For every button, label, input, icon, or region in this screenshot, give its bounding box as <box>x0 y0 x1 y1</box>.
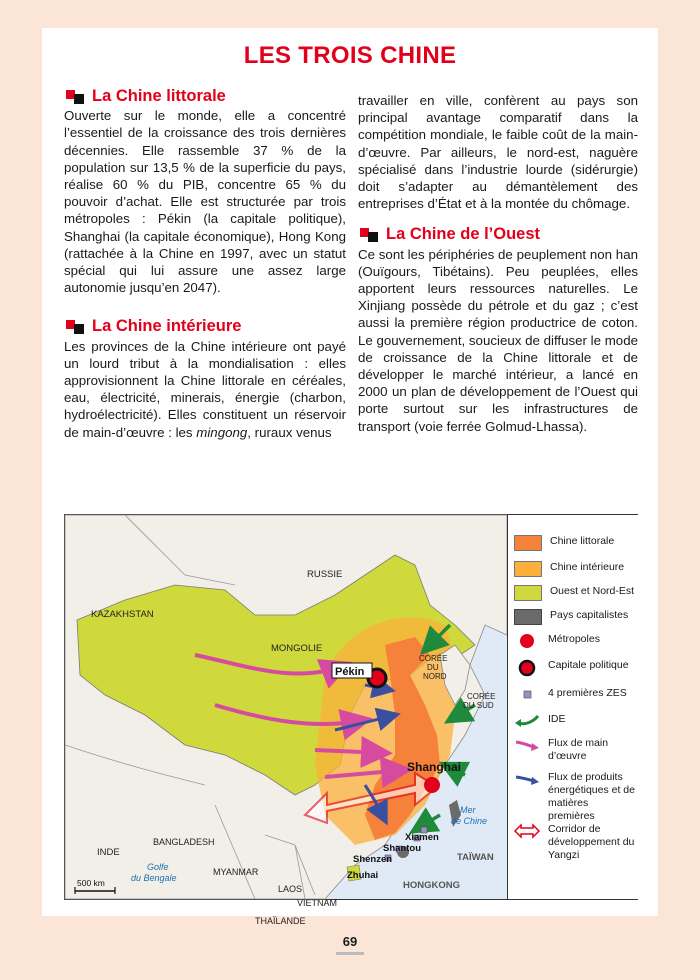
swatch-ouest <box>514 585 542 601</box>
legend-label: Corridor de développement du Yangzi <box>548 823 635 861</box>
china-map <box>64 514 638 926</box>
corridor-arrow-icon <box>514 823 540 837</box>
legend-item-energie <box>514 771 636 823</box>
legend-item-metropoles <box>514 633 636 647</box>
page-title: LES TROIS CHINE <box>243 42 457 69</box>
legend-label: Flux de produits énergétiques et de matières premières <box>548 771 635 822</box>
label-thailande: THAÏLANDE <box>255 916 306 926</box>
legend-label: Capitale politique <box>548 659 629 671</box>
legend-label: Métropoles <box>548 633 600 645</box>
legend-label: Chine littorale <box>550 535 615 547</box>
ide-arrow-icon <box>514 713 540 727</box>
capitale-icon <box>514 659 540 673</box>
legend-item-interieure <box>514 561 638 577</box>
label-vietnam: VIETNAM <box>297 898 338 908</box>
label-laos: LAOS <box>278 884 303 894</box>
bullet-icon <box>64 89 90 105</box>
bullet-icon <box>64 319 90 335</box>
page <box>42 28 658 926</box>
flow-ide-4 <box>415 815 440 830</box>
label-coree-nord-3: NORD <box>423 672 447 681</box>
legend-item-ide <box>514 713 636 727</box>
left-column <box>64 88 346 441</box>
label-zhuhai: Zhuhai <box>347 870 379 881</box>
swatch-capitalistes <box>514 609 542 625</box>
right-column <box>358 92 638 435</box>
label-shanghai: Shanghai <box>407 760 462 774</box>
page-number-underline <box>336 952 364 955</box>
metropole-marker <box>424 777 440 793</box>
heading-littorale-text: La Chine littorale <box>92 87 226 105</box>
text-interieure-a: Les provinces de la Chine intérieure ont payé un lourd tribut à la mondialisation : elles approvisionnent la Chine littorale en céréales, eau, électricité, minerais, énergie (charbon, hydroélectricité). Elles constituent un réservoir de main-d’œuvre : les <box>64 338 346 440</box>
paragraph-ouest: Ce sont les périphéries de peuplement non han (Ouïgours, Tibétains). Peu peuplées, elles apportent leurs ressources naturelles. Le Xinjiang possède du pétrole et du gaz ; c’est aussi la première région productrice de coton. Le gouvernement, soucieux de diffuser le mode de croissance de la Chine littorale et de développer le marché intérieur, a lancé en 2000 un plan de développement de l’Ouest qui porte surtout sur les infrastructures de transport (voie ferrée Golmud-Lhassa). <box>358 246 638 434</box>
legend-label: Chine intérieure <box>550 561 625 573</box>
legend-item-ouest <box>514 585 638 601</box>
heading-ouest-text: La Chine de l’Ouest <box>386 225 541 244</box>
label-scale: 500 km <box>77 878 105 888</box>
heading-littorale <box>64 88 346 105</box>
label-taiwan: TAÏWAN <box>457 852 494 863</box>
label-golfe-2: du Bengale <box>131 873 177 883</box>
label-pekin: Pékin <box>335 666 365 678</box>
legend-label: Flux de main d’œuvre <box>548 737 609 762</box>
label-mer-chine-1: Mer <box>460 805 476 815</box>
label-russie: RUSSIE <box>307 569 343 580</box>
label-shantou: Shantou <box>383 843 421 854</box>
legend-item-littorale <box>514 535 638 551</box>
heading-ouest <box>358 226 638 243</box>
label-golfe-1: Golfe <box>147 862 169 872</box>
label-coree-sud-1: CORÉE <box>467 692 496 701</box>
label-coree-sud-2: DU SUD <box>463 701 494 710</box>
map-legend <box>507 515 638 899</box>
label-myanmar: MYANMAR <box>213 867 259 877</box>
paragraph-littorale: Ouverte sur le monde, elle a concentré l’essentiel de la croissance des trois dernières décennies. Elle rassemble 37 % de la population sur 13,5 % de la superficie du pays, réalise 60 % du PIB, concentre 65 % du pouvoir d’achat. Elle est structurée par trois métropoles : Pékin (la capitale politique), Shanghai (la capitale économique), Hong Kong (rattachée à la Chine en 1997, avec un statut spécial qui lui assure une assez large autonomie jusqu’en 2047). <box>64 108 346 296</box>
heading-interieure-text: La Chine intérieure <box>92 317 242 336</box>
text-interieure-b: , ruraux venus <box>247 424 332 440</box>
label-coree-nord-1: CORÉE <box>419 654 448 663</box>
map-drawing <box>65 515 507 926</box>
label-mer-chine-2: de Chine <box>451 816 488 826</box>
legend-item-zes <box>514 687 636 701</box>
legend-label: Ouest et Nord-Est <box>550 585 635 597</box>
label-shenzen: Shenzen <box>353 854 393 865</box>
label-xiamen: Xiamen <box>405 832 439 843</box>
metropole-icon <box>514 633 540 647</box>
paragraph-interieure <box>64 338 346 441</box>
legend-label: Pays capitalistes <box>550 609 629 621</box>
label-mongolie: MONGOLIE <box>271 643 323 654</box>
legend-item-capitale <box>514 659 636 673</box>
zes-icon <box>514 687 540 701</box>
legend-label: IDE <box>548 713 566 725</box>
label-hongkong: HONGKONG <box>403 880 460 891</box>
label-inde: INDE <box>97 847 120 858</box>
heading-interieure <box>64 318 346 335</box>
label-bangladesh: BANGLADESH <box>153 837 215 847</box>
legend-item-main-oeuvre <box>514 737 636 763</box>
swatch-littorale <box>514 535 542 551</box>
text-mingong: mingong <box>196 424 248 440</box>
label-kazakhstan: KAZAKHSTAN <box>91 609 154 620</box>
label-coree-nord-2: DU <box>427 663 439 672</box>
legend-item-capitalistes <box>514 609 638 625</box>
energy-arrow-icon <box>514 771 540 785</box>
legend-label: 4 premières ZES <box>548 687 627 699</box>
labor-arrow-icon <box>514 737 540 751</box>
swatch-interieure <box>514 561 542 577</box>
page-number: 69 <box>342 934 358 949</box>
paragraph-continuation: travailler en ville, confèrent au pays son principal avantage comparatif dans la compétition mondiale, le faible coût de la main-d’œuvre. Par ailleurs, le nord-est, naguère spécialisé dans l’industrie lourde (sidérurgie) doit s’adapter au démantèlement des entreprises d’État et à la montée du chômage. <box>358 93 638 212</box>
bullet-icon <box>358 227 384 243</box>
legend-item-corridor <box>514 823 636 862</box>
